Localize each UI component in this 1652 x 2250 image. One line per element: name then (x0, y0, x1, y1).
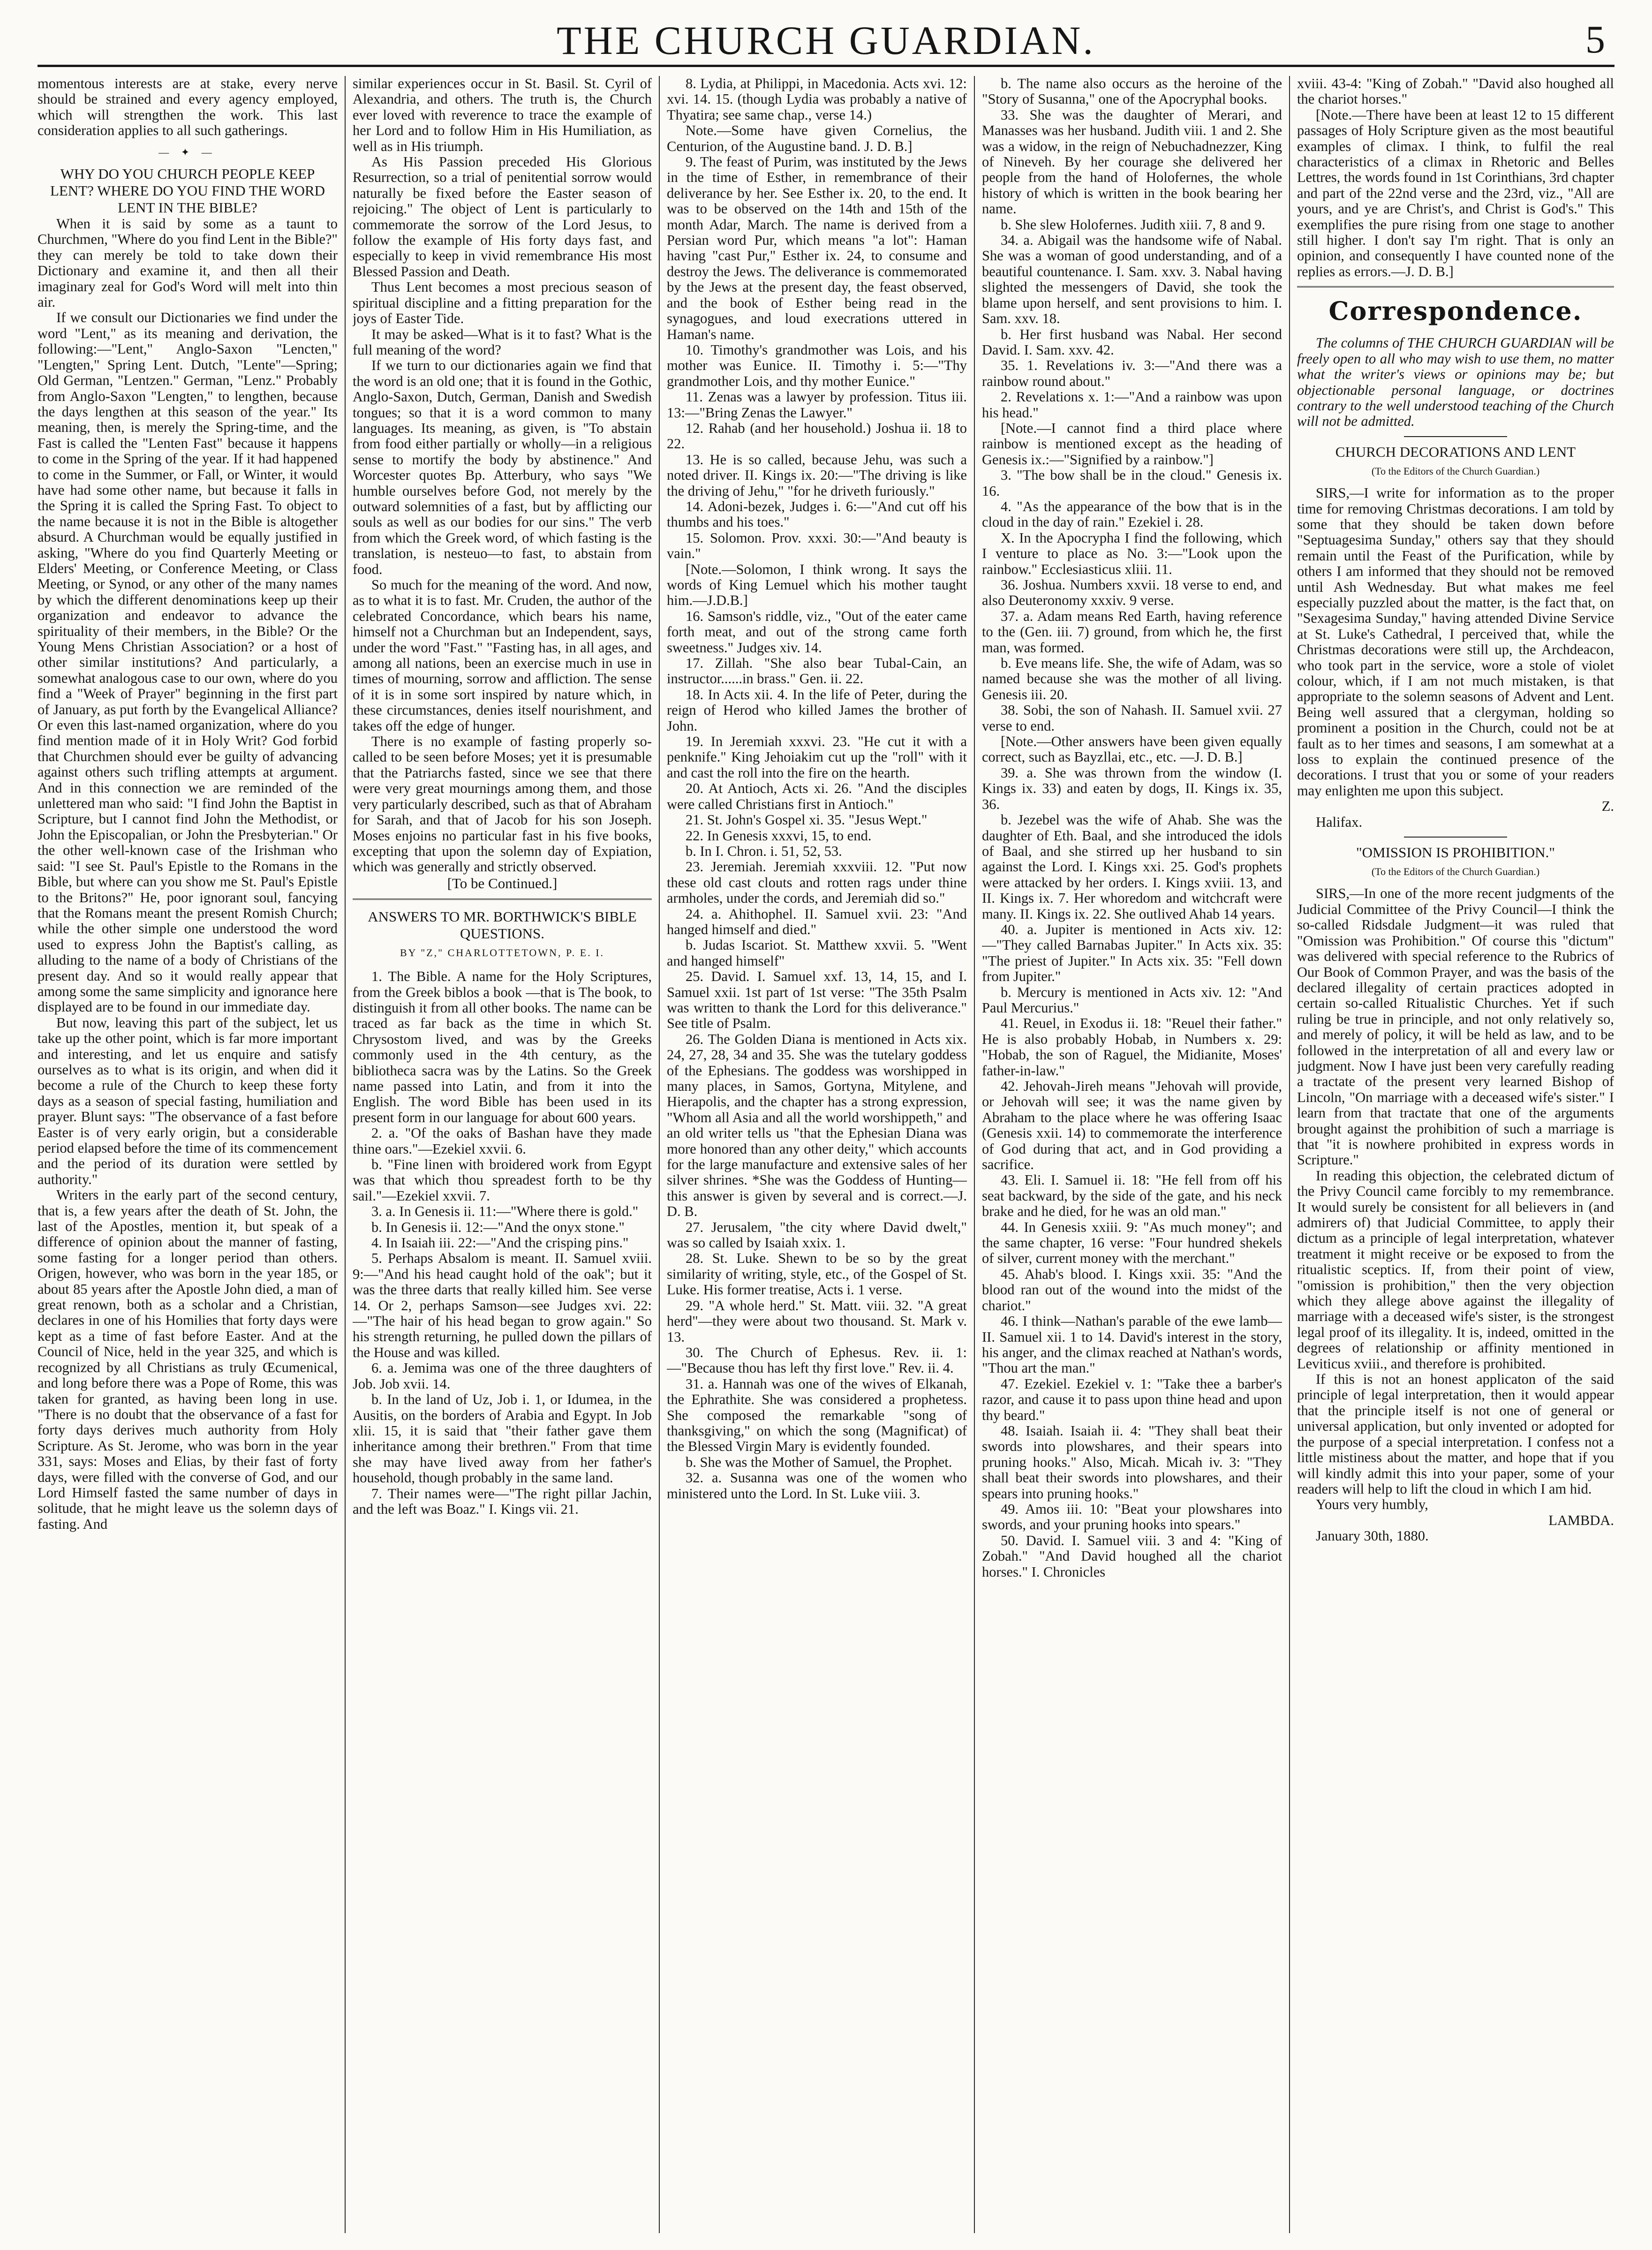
double-rule (353, 898, 652, 900)
list-item: 2. a. "Of the oaks of Bashan have they made thine oars."—Ezekiel xxvii. 6. (353, 1125, 652, 1157)
column-rule (974, 76, 975, 2233)
list-item: b. Jezebel was the wife of Ahab. She was the daughter of Eth. Baal, and she introduced the idols of Baal, and she stirred up her husband to sin against the Lord. I. Kings xxi. 25. God's prophets were attacked by her orders. I. Kings xviii. 13, and II. Kings ix. 7. Her whoredom and witchcraft were many. II. Kings ix. 22. She outlived Ahab 14 years. (982, 812, 1282, 922)
column-1 (38, 76, 338, 2233)
paragraph: It may be asked—What is it to fast? What is the full meaning of the word? (353, 326, 652, 358)
list-item: b. She was the Mother of Samuel, the Prophet. (686, 1454, 952, 1470)
list-item: b. "Fine linen with broidered work from Egypt was that which thou spreadest forth to be thy sail."—Ezekiel xxvii. 7. (353, 1156, 652, 1204)
list-item: 38. Sobi, the son of Nahash. II. Samuel xvii. 27 verse to end. (982, 702, 1282, 734)
list-item: b. She slew Holofernes. Judith xiii. 7, 8 and 9. (1001, 216, 1266, 233)
paragraph: momentous interests are at stake, every nerve should be strained and every agency employed, which will strengthen the work. This last consideration applies to all such gatherings. (38, 76, 338, 139)
list-item: 9. The feast of Purim, was instituted by the Jews in the time of Esther, in remembrance of their deliverance by her. See Esther ix. 20, to the end. It was to be observed on the 14th and 15th of the month Adar, March. The name is derived from a Persian word Pur, which means "a lot": Haman having "cast Pur," Esther ix. 24, to consume and destroy the Jews. The deliverance is commemorated by the Jews at the present day, the feast observed, and the book of Esther being read in the synagogues, and loud execrations uttered in Haman's name. (667, 154, 967, 342)
continued-note: [To be Continued.] (447, 875, 558, 891)
list-item: 22. In Genesis xxxvi, 15, to end. (686, 827, 872, 844)
list-item: 8. Lydia, at Philippi, in Macedonia. Acts xvi. 12: xvi. 14. 15. (though Lydia was probably a native of Thyatira; see same chap., verse 14.) (667, 76, 967, 123)
list-item: 4. "As the appearance of the bow that is in the cloud in the day of rain." Ezekiel i. 28. (982, 498, 1282, 530)
list-item: b. Eve means life. She, the wife of Adam, was so named because she was the mother of all living. Genesis iii. 20. (982, 655, 1282, 702)
column-rule (659, 76, 660, 2233)
list-item: 30. The Church of Ephesus. Rev. ii. 1:—"Because thou has left thy first love." Rev. ii. 4. (667, 1344, 967, 1376)
article-title: ANSWERS TO MR. BORTHWICK'S BIBLE QUESTIONS. (368, 908, 637, 942)
list-item: [Note.—Other answers have been given equally correct, such as Bayzllai, etc., etc. —J. D. B.] (982, 733, 1282, 765)
list-item: 6. a. Jemima was one of the three daughters of Job. Job xvii. 14. (353, 1360, 652, 1392)
list-item: 50. David. I. Samuel viii. 3 and 4: "King of Zobah." "And David houghed all the chariot horses." I. Chronicles (982, 1532, 1282, 1580)
list-item: Note.—Some have given Cornelius, the Centurion, of the Augustine band. J. D. B.] (667, 122, 967, 154)
masthead (38, 13, 1614, 67)
newspaper-title: THE CHURCH GUARDIAN. (557, 18, 1095, 63)
list-item: 46. I think—Nathan's parable of the ewe lamb—II. Samuel xii. 1 to 14. David's interest in the story, his anger, and the climax reached at Nathan's words, "Thou art the man." (982, 1313, 1282, 1376)
list-item: 20. At Antioch, Acts xi. 26. "And the disciples were called Christians first in Antioch." (667, 780, 967, 812)
list-item: 48. Isaiah. Isaiah ii. 4: "They shall beat their swords into plowshares, and their spears into pruning hooks." Also, Micah. Micah iv. 3: "They shall beat their swords into plowshares, and their spears into pruning hooks." (982, 1422, 1282, 1502)
column-3 (667, 76, 967, 2233)
list-item: [Note.—I cannot find a third place where rainbow is mentioned except as the heading of Genesis ix.:—"Signified by a rainbow."] (982, 420, 1282, 468)
list-item: b. In I. Chron. i. 51, 52, 53. (686, 843, 842, 859)
list-item: 28. St. Luke. Shewn to be so by the great similarity of writing, style, etc., of the Gospel of St. Luke. His former treatise, Acts i. 1 verse. (667, 1250, 967, 1298)
editor-note: [Note.—There have been at least 12 to 15 different passages of Holy Scripture given as the most beautiful examples of climax. I think, to fulfil the real characteristics of a climax in Rhetoric and Belles Lettres, the words found in 1st Corinthians, 3rd chapter and part of the 22nd verse and the 23rd, viz., "All are yours, and ye are Christ's, and Christ is God's." This exemplifies the pure rising from one stage to another still higher. I don't say I'm right. That is only an opinion, and consequently I have counted none of the replies as errors.—J. D. B.] (1297, 106, 1614, 279)
column-5 (1297, 76, 1614, 2233)
paragraph: As His Passion preceded His Glorious Resurrection, so a trial of penitential sorrow would naturally be fixed before the Easter season of rejoicing." The object of Lent is particularly to commemorate the sorrow of the Lord Jesus, to follow the example of His forty days fast, and especially to keep in vivid remembrance His most Blessed Passion and Death. (353, 154, 652, 279)
list-item: 15. Solomon. Prov. xxxi. 30:—"And beauty is vain." (667, 529, 967, 562)
short-rule (1404, 837, 1507, 838)
short-rule (1404, 436, 1507, 437)
paragraph: similar experiences occur in St. Basil. St. Cyril of Alexandria, and others. The truth is, the Church ever loved with reverence to trace the example of her Lord and to follow Him in His Humiliation, as well as in His triumph. (353, 76, 652, 154)
list-item: 24. a. Ahithophel. II. Samuel xvii. 23: "And hanged himself and died." (667, 906, 967, 937)
list-item: 13. He is so called, because Jehu, was such a noted driver. II. Kings ix. 20:—"The driving is like the driving of Jehu," "for he driveth furiously." (667, 451, 967, 499)
list-item: 25. David. I. Samuel xxf. 13, 14, 15, and I. Samuel xxii. 1st part of 1st verse: "The 35th Psalm was written to thank the Lord for this deliverance." See title of Psalm. (667, 968, 967, 1032)
paragraph: There is no example of fasting properly so-called to be seen before Moses; yet it is presumable that the Patriarchs fasted, since we see that there were very great mournings among them, and those very particularly described, such as that of Abraham for Sarah, and that of Jacob for his son Joseph. Moses enjoins no particular fast in his five books, excepting that upon the solemn day of Expiation, which was generally and strictly observed. (353, 733, 652, 875)
list-item: X. In the Apocrypha I find the following, which I venture to place as No. 3:—"Look upon the rainbow." Ecclesiasticus xliii. 11. (982, 529, 1282, 577)
paragraph: Thus Lent becomes a most precious season of spiritual discipline and a fitting preparation for the joys of Easter Tide. (353, 279, 652, 327)
list-item: 26. The Golden Diana is mentioned in Acts xix. 24, 27, 28, 34 and 35. She was the tutelary goddess of the Ephesians. The goddess was worshipped in many places, in Samos, Gortyna, Mitylene, and Hierapolis, and the chapter has a strong expression, "Whom all Asia and all the world worshippeth," and an old writer tells us "that the Ephesian Diana was more honored than any other deity," which accounts for the large manufacture and extensive sales of her silver shrines. *She was the Goddess of Hunting—this answer is given by several and is correct.—J. D. B. (667, 1031, 967, 1220)
letter-addressee: (To the Editors of the Church Guardian.) (1371, 465, 1540, 477)
list-item: 16. Samson's riddle, viz., "Out of the eater came forth meat, and out of the strong came forth sweetness." Judges xiv. 14. (667, 608, 967, 656)
page-number: 5 (1585, 18, 1605, 61)
letter-body: If this is not an honest applicaton of the said principle of legal interpretation, then it would appear that the principle itself is not one of general or universal application, but only invented or adopted for the purpose of a special interpretation. I confess not a little mistiness about the matter, and hope that if you will kindly admit this into your paper, some of your readers will help to lift the cloud in which I am hid. (1297, 1371, 1614, 1497)
paragraph: If we consult our Dictionaries we find under the word "Lent," as its meaning and derivation, the following:—"Lent," Anglo-Saxon "Lencten," "Lengten," Spring Lent. Dutch, "Lente"—Spring; Old German, "Lentzen." German, "Lenz." Probably from Anglo-Saxon "Lengten," to lengthen, because the days lengthen at this season of the year." Its meaning, then, is merely the Spring-time, and the Fast is called the "Lenten Fast" because it happens to come in the Spring of the year. If it had happened to come in the Summer, or Fall, or Winter, it would have had some other name, but because it falls in the Spring it is called the Spring Fast. To object to the name because it is not in the Bible is altogether absurd. A Churchman would be equally justified in asking, "Where do you find Quarterly Meeting or Elders' Meeting, or Conference Meeting, or Class Meeting, or Synod, or any other of the many names by which the different denominations keep up their organization and endeavor to advance the spirituality of their members, in the Bible? Or the Young Mens Christian Association? or a host of other similar institutions? And particularly, a somewhat analogous case to our own, where do you find a "Week of Prayer" beginning in the first part of January, as put forth by the Evangelical Alliance? Or even this last-named organization, where do you find mention made of it in Holy Writ? God forbid that Churchmen should ever be guilty of advancing against others such trifling attempts at argument. And in this connection we are reminded of the unlettered man who said: "I find John the Baptist in Scripture, but I cannot find John the Methodist, or John the Episcopalian, or John the Presbyterian." Or the other well-known case of the Irishman who said: "I see St. Paul's Epistle to the Romans in the Bible, but where can you show me St. Paul's Epistle to the Britons?" He, poor ignorant soul, fancying that the Romans meant the present Romish Church; while the other simple one understood the word used to express John the Baptist's calling, as alluding to the name of a body of Christians of the present day. And so it would really appear that among some the same simplicity and ignorance here displayed are to be found in our immediate day. (38, 310, 338, 1015)
editorial-notice: The columns of THE CHURCH GUARDIAN will be freely open to all who may wish to use them, no matter what the writer's views or opinions may be; but objectionable personal language, or doctrines contrary to the well understood teaching of the Church will not be admitted. (1297, 335, 1614, 430)
list-item: 41. Reuel, in Exodus ii. 18: "Reuel their father." He is also probably Hobab, in Numbers x. 29: "Hobab, the son of Raguel, the Midianite, Moses' father-in-law." (982, 1015, 1282, 1079)
section-title: Correspondence. (1328, 296, 1583, 326)
column-rule (1289, 76, 1290, 2233)
list-item: 49. Amos iii. 10: "Beat your plowshares into swords, and your pruning hooks into spears." (982, 1501, 1282, 1533)
list-item: 29. "A whole herd." St. Matt. viii. 32. "A great herd"—they were about two thousand. St. Mark v. 13. (667, 1297, 967, 1345)
list-item: 7. Their names were—"The right pillar Jachin, and the left was Boaz." I. Kings vii. 21. (353, 1485, 652, 1517)
article-title: WHY DO YOU CHURCH PEOPLE KEEP LENT? WHERE DO YOU FIND THE WORD LENT IN THE BIBLE? (50, 166, 325, 216)
letter-closing: Yours very humbly, (1316, 1496, 1428, 1513)
ornament-divider: — ✦ — (158, 146, 217, 158)
list-item: 21. St. John's Gospel xi. 35. "Jesus Wept." (686, 812, 928, 828)
letter-title: "OMISSION IS PROHIBITION." (1356, 844, 1555, 861)
letter-signature: Z. (1601, 798, 1614, 815)
list-item: 39. a. She was thrown from the window (I. Kings ix. 33) and eaten by dogs, II. Kings ix. 35, 36. (982, 764, 1282, 812)
letter-date: January 30th, 1880. (1316, 1528, 1429, 1544)
list-item: 27. Jerusalem, "the city where David dwelt," was so called by Isaiah xxix. 1. (667, 1219, 967, 1251)
paragraph: When it is said by some as a taunt to Churchmen, "Where do you find Lent in the Bible?" they can merely be told to take down their Dictionary and examine it, and then all their imaginary zeal for God's Word will melt into thin air. (38, 216, 338, 310)
list-item: 14. Adoni-bezek, Judges i. 6:—"And cut off his thumbs and his toes." (667, 498, 967, 530)
list-item: 40. a. Jupiter is mentioned in Acts xiv. 12:—"They called Barnabas Jupiter." In Acts xix. 35: "The priest of Jupiter." In Acts xix. 35: "Fell down from Jupiter." (982, 921, 1282, 985)
column-4 (982, 76, 1282, 2233)
list-item: 2. Revelations x. 1:—"And a rainbow was upon his head." (982, 389, 1282, 421)
list-item: 35. 1. Revelations iv. 3:—"And there was a rainbow round about." (982, 357, 1282, 389)
list-item: 3. "The bow shall be in the cloud." Genesis ix. 16. (982, 467, 1282, 499)
paragraph: xviii. 43-4: "King of Zobah." "David also houghed all the chariot horses." (1297, 76, 1614, 107)
list-item: 11. Zenas was a lawyer by profession. Titus iii. 13:—"Bring Zenas the Lawyer." (667, 389, 967, 421)
list-item: 18. In Acts xii. 4. In the life of Peter, during the reign of Herod who killed James the brother of John. (667, 686, 967, 734)
paragraph: If we turn to our dictionaries again we find that the word is an old one; that it is found in the Gothic, Anglo-Saxon, Dutch, German, Danish and Swedish tongues; so that it is a word common to many languages. Its meaning, as given, is "To abstain from food either partially or wholly—in a religious sense to mortify the body by abstinence." And Worcester quotes Bp. Atterbury, who says "We humble ourselves before God, not merely by the outward solemnities of a fast, but by afflicting our souls as well as our bodies for our sins." The verb from which the Greek word, of which fasting is the translation, is nesteuo—to fast, to abstain from food. (353, 357, 652, 577)
letter-title: CHURCH DECORATIONS AND LENT (1335, 443, 1576, 460)
paragraph: So much for the meaning of the word. And now, as to what it is to fast. Mr. Cruden, the author of the celebrated Concordance, which bears his name, himself not a Churchman but an Independent, says, under the word "Fast." "Fasting has, in all ages, and among all nations, been an exercise much in use in times of mourning, sorrow and affliction. The sense of it is in some sort inspired by nature which, in these circumstances, denies itself nourishment, and takes off the edge of hunger. (353, 577, 652, 734)
list-item: 10. Timothy's grandmother was Lois, and his mother was Eunice. II. Timothy i. 5:—"Thy grandmother Lois, and thy mother Eunice." (667, 341, 967, 389)
list-item: 3. a. In Genesis ii. 11:—"Where there is gold." (371, 1203, 639, 1220)
list-item: [Note.—Solomon, I think wrong. It says the words of King Lemuel which his mother taught him.—J.D.B.] (667, 561, 967, 609)
list-item: b. Judas Iscariot. St. Matthew xxvii. 5. "Went and hanged himself" (667, 937, 967, 969)
list-item: b. In Genesis ii. 12:—"And the onyx stone." (371, 1219, 625, 1235)
list-item: b. The name also occurs as the heroine of the "Story of Susanna," one of the Apocryphal books. (982, 76, 1282, 107)
letter-body: SIRS,—In one of the more recent judgments of the Judicial Committee of the Privy Council—I think the so-called Ridsdale Judgment—it was ruled that "Omission was Prohibition." Of course this "dictum" was delivered with special reference to the Rubrics of Our Book of Common Prayer, and was the basis of the declared illegality of certain practices adopted in certain so-called Ritualistic Churches. Yet if such ruling be true in principle, and not only relatively so, and merely of policy, it will be held as law, and to be followed in the interpretation of all and every law or judgment. Now I have just been very carefully reading a tractate of the present very learned Bishop of Lincoln, "On marriage with a deceased wife's sister." I learn from that tractate that one of the arguments brought against the prohibition of such a marriage is that "it is nowhere prohibited in express words in Scripture." (1297, 885, 1614, 1168)
list-item: 23. Jeremiah. Jeremiah xxxviii. 12. "Put now these old cast clouts and rotten rags under thine armholes, under the cords, and Jeremiah did so." (667, 859, 967, 906)
list-item: b. In the land of Uz, Job i. 1, or Idumea, in the Ausitis, on the borders of Arabia and Egypt. In Job xlii. 15, it is said that "their father gave them inheritance among their brethren." From that time she may have lived away from her father's household, though probably in the same land. (353, 1391, 652, 1486)
list-item: 12. Rahab (and her household.) Joshua ii. 18 to 22. (667, 420, 967, 452)
letter-signature: LAMBDA. (1548, 1512, 1614, 1528)
list-item: b. Her first husband was Nabal. Her second David. I. Sam. xxv. 42. (982, 326, 1282, 358)
letter-body: SIRS,—I write for information as to the proper time for removing Christmas decorations. I am told by some that they should be taken down before "Septuagesima Sunday," others say that they should remain until the Feast of the Purification, while by others I am informed that they should not be removed until Ash Wednesday. But what makes me feel especially puzzled about the matter, is the fact that, on "Sexagesima Sunday," having attended Divine Service at St. Luke's Cathedral, I perceived that, while the Christmas decorations were still up, the Archdeacon, who took part in the service, wore a stole of violet colour, which, if I am not much mistaken, is that appropriate to the solemn seasons of Advent and Lent. Being well assured that a clergyman, holding so prominent a position in the Church, could not be at fault as to her times and seasons, I am somewhat at a loss to explain the continued presence of the decorations. I trust that you or some of your readers may enlighten me upon this subject. (1297, 485, 1614, 799)
list-item: 31. a. Hannah was one of the wives of Elkanah, the Ephrathite. She was considered a prophetess. She composed the remarkable "song of thanksgiving," on which the song (Magnificat) of the Blessed Virgin Mary is evidently founded. (667, 1375, 967, 1455)
column-2 (353, 76, 652, 2233)
letter-addressee: (To the Editors of the Church Guardian.) (1371, 866, 1540, 878)
list-item: 33. She was the daughter of Merari, and Manasses was her husband. Judith viii. 1 and 2. She was a widow, in the reign of Nebuchadnezzer, King of Nineveh. By her courage she delivered her people from the hand of Holofernes, the whole history of which is written in the book bearing her name. (982, 106, 1282, 217)
list-item: 32. a. Susanna was one of the women who ministered unto the Lord. In St. Luke viii. 3. (667, 1470, 967, 1502)
list-item: 5. Perhaps Absalom is meant. II. Samuel xviii. 9:—"And his head caught hold of the oak"; but it was the three darts that really killed him. See verse 14. Or 2, perhaps Samson—see Judges xvi. 22:—"The hair of his head began to grow again." So his strength returning, he pulled down the pillars of the House and was killed. (353, 1250, 652, 1360)
list-item: 34. a. Abigail was the handsome wife of Nabal. She was a woman of good understanding, and of a beautiful countenance. I. Sam. xxv. 3. Nabal having slighted the messengers of David, she took the blame upon herself, and sent provisions to him. I. Sam. xxv. 18. (982, 232, 1282, 327)
list-item: 43. Eli. I. Samuel ii. 18: "He fell from off his seat backward, by the side of the gate, and his neck brake and he died, for he was an old man." (982, 1172, 1282, 1220)
double-rule (1297, 286, 1614, 287)
list-item: 47. Ezekiel. Ezekiel v. 1: "Take thee a barber's razor, and cause it to pass upon thine head and upon thy beard." (982, 1375, 1282, 1423)
list-item: 17. Zillah. "She also bear Tubal-Cain, an instructor......in brass." Gen. ii. 22. (667, 655, 967, 687)
list-item: 1. The Bible. A name for the Holy Scriptures, from the Greek biblos a book —that is The book, to distinguish it from all other books. The name can be traced as far back as the time in which St. Chrysostom lived, and was by the Greeks commonly used in the 4th century, as the bibliotheca sacra was by the Latins. So the Greek name passed into Latin, and from it into the English. The word Bible has been used in its present form in our language for about 600 years. (353, 968, 652, 1125)
letter-body: In reading this objection, the celebrated dictum of the Privy Council came forcibly to my remembrance. It would surely be consistent for all believers in (and admirers of) that Judicial Committee, to apply their dictum as a principle of legal interpretation, whatever treatment it might receive or be exposed to from the ritualistic sceptics. If, from their point of view, "omission is prohibition," then the very objection which they allege above against the illegality of marriage with a deceased wife's sister, is the strongest legal proof of its illegality. It is, indeed, omitted in the degrees of relationship or affinity mentioned in Leviticus xviii., and therefore is prohibited. (1297, 1167, 1614, 1372)
list-item: 37. a. Adam means Red Earth, having reference to the (Gen. iii. 7) ground, from which he, the first man, was formed. (982, 608, 1282, 656)
list-item: 44. In Genesis xxiii. 9: "As much money"; and the same chapter, 16 verse: "Four hundred shekels of silver, current money with the merchant." (982, 1219, 1282, 1267)
byline: BY "Z," CHARLOTTETOWN, P. E. I. (400, 946, 605, 959)
list-item: 42. Jehovah-Jireh means "Jehovah will provide, or Jehovah will see; it was the name given by Abraham to the place where he was offering Isaac (Genesis xxii. 14) to commemorate the interference of God during that act, and in God providing a sacrifice. (982, 1078, 1282, 1173)
column-rule (345, 76, 346, 2233)
paragraph: Writers in the early part of the second century, that is, a few years after the death of St. John, the last of the Apostles, mention it, but speak of a difference of opinion about the manner of fasting, some fasting for a longer period than others. Origen, however, who was born in the year 185, or about 85 years after the Apostle John died, a man of great renown, both as a scholar and a Christian, declares in one of his Homilies that forty days were kept as a time of fast before Easter. And at the Council of Nice, held in the year 325, and which is recognized by all Christians as truly Œcumenical, and long before there was a Pope of Rome, this was taken for granted, as having been long in use. "There is no doubt that the observance of a fast for forty days derives much authority from Holy Scripture. As St. Jerome, who was born in the year 331, says: Moses and Elias, by their fast of forty days, were filled with the converse of God, and our Lord Himself fasted the same number of days in solitude, that he might leave us the solemn days of fasting. And (38, 1187, 338, 1532)
list-item: 4. In Isaiah iii. 22:—"And the crisping pins." (371, 1235, 629, 1251)
letter-place: Halifax. (1316, 814, 1363, 830)
list-item: 19. In Jeremiah xxxvi. 23. "He cut it with a penknife." King Jehoiakim cut up the "roll" with it and cast the roll into the fire on the hearth. (667, 733, 967, 781)
list-item: b. Mercury is mentioned in Acts xiv. 12: "And Paul Mercurius." (982, 984, 1282, 1016)
paragraph: But now, leaving this part of the subject, let us take up the other point, which is far more important and interesting, and let us enquire and satisfy ourselves as to what is its origin, and when did it become a rule of the Church to keep these forty days as a season of special fasting, humiliation and prayer. Blunt says: "The observance of a fast before Easter is of very early origin, but a considerable period elapsed before the time of its commencement and the period of its duration were settled by authority." (38, 1014, 338, 1187)
list-item: 45. Ahab's blood. I. Kings xxii. 35: "And the blood ran out of the wound into the midst of the chariot." (982, 1266, 1282, 1314)
list-item: 36. Joshua. Numbers xxvii. 18 verse to end, and also Deuteronomy xxxiv. 9 verse. (982, 577, 1282, 609)
